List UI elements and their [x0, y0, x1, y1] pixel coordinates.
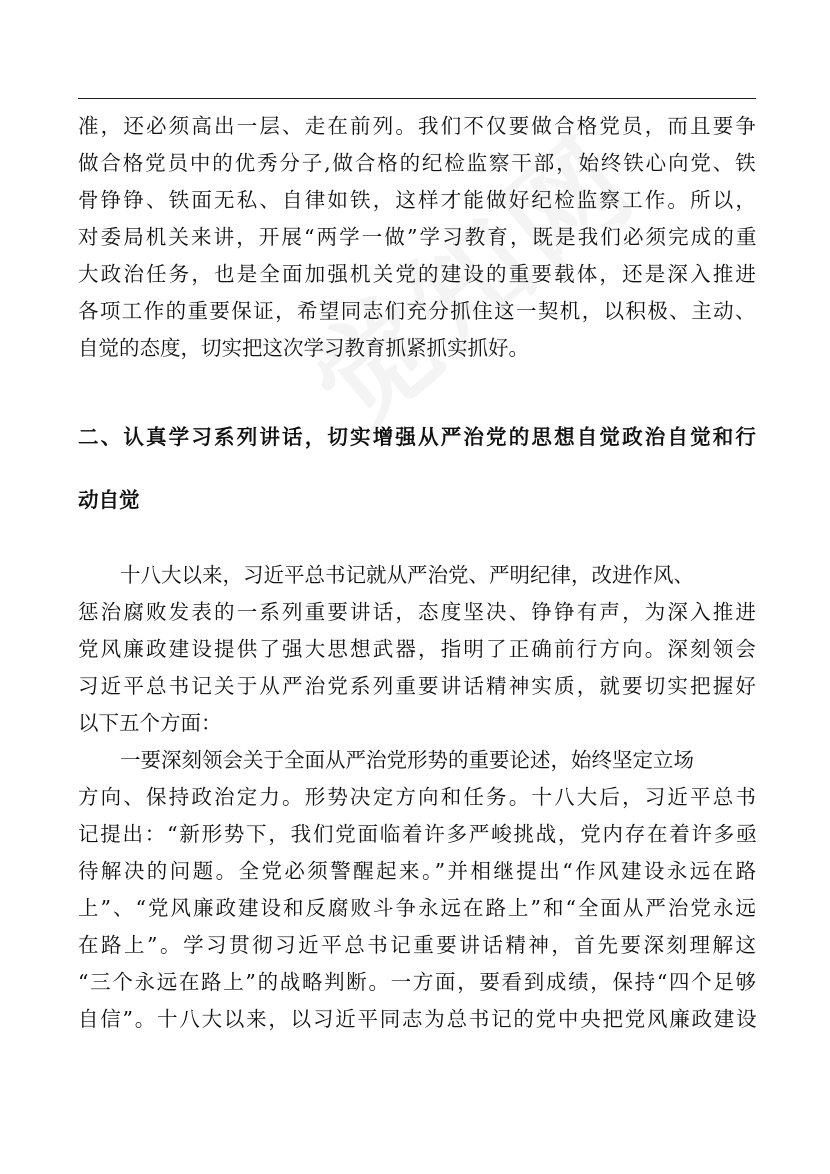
text-line: 十八大以来，习近平总书记就从严治党、严明纪律，改进作风、: [120, 563, 694, 587]
text-line: 骨铮铮、铁面无私、自律如铁，这样才能做好纪检监察工作。所以，: [78, 188, 759, 212]
text-line: 记提出：“新形势下，我们党面临着许多严峻挑战，党内存在着许多亟: [78, 822, 759, 846]
header-rule: [78, 98, 756, 99]
text-line: 党风廉政建设提供了强大思想武器，指明了正确前行方向。深刻领会: [78, 637, 759, 661]
text-line: 习近平总书记关于从严治党系列重要讲话精神实质，就要切实把握好: [78, 674, 759, 698]
text-line: 自觉的态度，切实把这次学习教育抓紧抓实抓好。: [78, 336, 529, 360]
text-line: 各项工作的重要保证，希望同志们充分抓住这一契机，以积极、主动、: [78, 299, 757, 323]
text-line: 做合格党员中的优秀分子,做合格的纪检监察干部，始终铁心向党、铁: [78, 151, 758, 175]
text-line: “三个永远在路上”的战略判断。一方面，要看到成绩，保持“四个足够: [78, 970, 758, 994]
text-line: 一要深刻领会关于全面从严治党形势的重要论述，始终坚定立场: [120, 748, 694, 772]
text-line: 方向、保持政治定力。形势决定方向和任务。十八大后，习近平总书: [78, 785, 759, 809]
text-line: 对委局机关来讲，开展“两学一做”学习教育，既是我们必须完成的重: [78, 225, 759, 249]
text-line: 待解决的问题。全党必须警醒起来。”并相继提出“作风建设永远在路: [78, 859, 759, 883]
text-line: 大政治任务，也是全面加强机关党的建设的重要载体，还是深入推进: [78, 262, 759, 286]
text-line: 自信”。十八大以来，以习近平同志为总书记的党中央把党风廉政建设: [78, 1007, 759, 1031]
section-heading: 动自觉: [78, 488, 140, 512]
text-line: 上”、“党风廉政建设和反腐败斗争永远在路上”和“全面从严治党永远: [78, 896, 758, 920]
text-line: 以下五个方面：: [78, 711, 222, 735]
text-line: 惩治腐败发表的一系列重要讲话，态度坚决、铮铮有声，为深入推进: [78, 600, 759, 624]
section-heading: 二、认真学习系列讲话，切实增强从严治党的思想自觉政治自觉和行: [78, 425, 759, 449]
text-line: 在路上”。学习贯彻习近平总书记重要讲话精神，首先要深刻理解这: [78, 933, 759, 957]
text-line: 准，还必须高出一层、走在前列。我们不仅要做合格党员，而且要争: [78, 114, 759, 138]
